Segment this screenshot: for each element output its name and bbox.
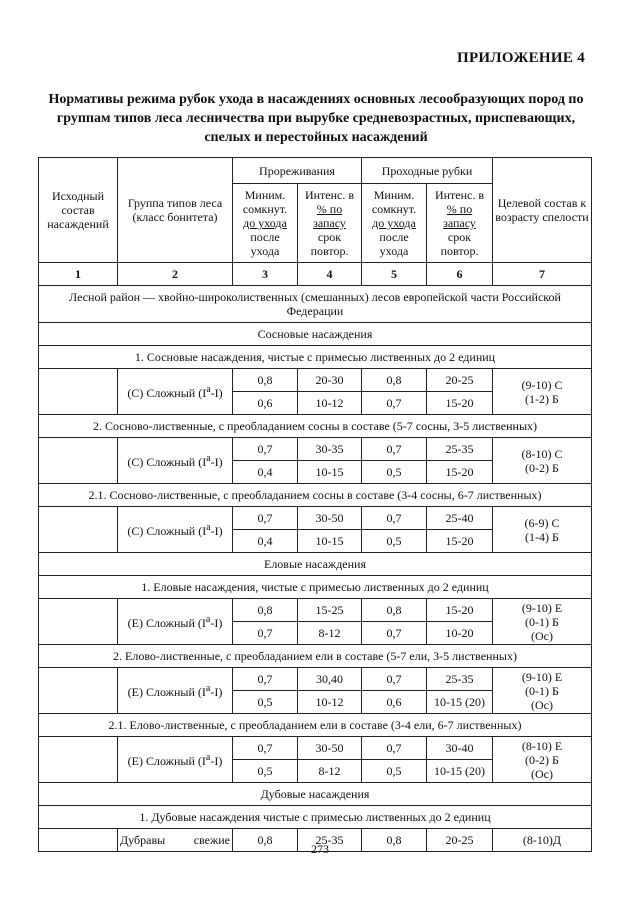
forest-type-group-cell: (С) Сложный $(I^a-I)$ [118,438,233,484]
intensity-cell: 30-35 [298,438,362,461]
section-title-spruce: Еловые насаждения [39,553,592,576]
section-title-oak: Дубовые насаждения [39,783,592,806]
intensity-cell: 10-15 [298,530,362,553]
min-density-cell: 0,4 [233,461,298,484]
min-density-cell: 0,8 [233,369,298,392]
intensity-2-cell: 20-25 [427,829,493,852]
intensity-2-cell: 30-40 [427,737,493,760]
table-row [39,438,592,461]
intensity-cell: 20-30 [298,369,362,392]
intensity-cell: 8-12 [298,760,362,783]
source-composition-cell [39,668,118,714]
table-row [39,737,592,760]
forest-type-group-cell: (С) Сложный $(I^a-I)$ [118,369,233,415]
intensity-cell: 30,40 [298,668,362,691]
intensity-cell: 10-12 [298,392,362,415]
source-composition-cell [39,369,118,415]
source-composition-cell [39,737,118,783]
min-density-2-cell: 0,7 [362,622,427,645]
header-min-density: Миним. сомкнут. до ухода после ухода [233,184,298,263]
forest-type-group-cell: (Е) Сложный $(I^a-I)$ [118,599,233,645]
min-density-cell: 0,5 [233,691,298,714]
target-composition-cell: (8-10) С (0-2) Б [493,438,592,484]
intensity-2-cell: 20-25 [427,369,493,392]
header-intensity: Интенс. в % по запасу срок повтор. [298,184,362,263]
intensity-2-cell: 10-15 (20) [427,691,493,714]
subsection-row [39,415,592,438]
subsection-row [39,806,592,829]
min-density-2-cell: 0,7 [362,737,427,760]
column-number: 4 [298,263,362,286]
intensity-2-cell: 15-20 [427,461,493,484]
header-intensity-2: Интенс. в % по запасу срок повтор. [427,184,493,263]
target-composition-cell: (9-10) Е (0-1) Б (Ос) [493,599,592,645]
forest-zone: Лесной район — хвойно-широколиственных (смешанных) лесов европейской части Российской Федерации [39,286,592,323]
source-composition-cell [39,599,118,645]
min-density-2-cell: 0,8 [362,829,427,852]
forest-type-group-cell: (С) Сложный $(I^a-I)$ [118,507,233,553]
min-density-cell: 0,5 [233,760,298,783]
intensity-cell: 10-15 [298,461,362,484]
intensity-cell: 15-25 [298,599,362,622]
min-density-2-cell: 0,8 [362,369,427,392]
min-density-2-cell: 0,6 [362,691,427,714]
subsection-row [39,645,592,668]
norms-table [38,157,592,852]
min-density-cell: 0,8 [233,599,298,622]
source-composition-cell [39,507,118,553]
source-composition-cell [39,438,118,484]
intensity-2-cell: 10-15 (20) [427,760,493,783]
column-number: 2 [118,263,233,286]
min-density-2-cell: 0,8 [362,599,427,622]
forest-type-group-cell: Дубравы свежие [118,829,233,852]
target-composition-cell: (6-9) С (1-4) Б [493,507,592,553]
target-composition-cell: (9-10) С (1-2) Б [493,369,592,415]
header-row [39,158,592,184]
section-title-pine: Сосновые насаждения [39,323,592,346]
subsection-row [39,714,592,737]
subsection-row [39,484,592,507]
column-numbers-row [39,263,592,286]
subsection-row [39,346,592,369]
forest-zone-row [39,286,592,323]
intensity-cell: 25-35 [298,829,362,852]
table-row [39,599,592,622]
min-density-2-cell: 0,7 [362,507,427,530]
min-density-2-cell: 0,5 [362,760,427,783]
subsection-title: 1. Сосновые насаждения, чистые с примесью лиственных до 2 единиц [39,346,592,369]
min-density-2-cell: 0,5 [362,461,427,484]
section-row [39,553,592,576]
header-target-composition: Целевой состав к возрасту спелости [493,158,592,263]
column-number: 3 [233,263,298,286]
column-number: 7 [493,263,592,286]
subsection-title: 1. Еловые насаждения, чистые с примесью лиственных до 2 единиц [39,576,592,599]
min-density-cell: 0,7 [233,668,298,691]
subsection-title: 2. Елово-лиственные, с преобладанием ели в составе (5-7 ели, 3-5 лиственных) [39,645,592,668]
intensity-2-cell: 25-40 [427,507,493,530]
header-passage-cutting: Проходные рубки [362,158,493,184]
target-composition-cell: (9-10) Е (0-1) Б (Ос) [493,668,592,714]
subsection-title: 2.1. Сосново-лиственные, с преобладанием сосны в составе (3-4 сосны, 6-7 лиственных) [39,484,592,507]
header-source-composition: Исходный состав насаждений [39,158,118,263]
table-row [39,668,592,691]
table-row [39,369,592,392]
section-row [39,323,592,346]
target-composition-cell: (8-10)Д [493,829,592,852]
subsection-title: 2. Сосново-лиственные, с преобладанием сосны в составе (5-7 сосны, 3-5 лиственных) [39,415,592,438]
intensity-2-cell: 10-20 [427,622,493,645]
min-density-cell: 0,6 [233,392,298,415]
intensity-2-cell: 15-20 [427,599,493,622]
intensity-2-cell: 25-35 [427,668,493,691]
min-density-2-cell: 0,7 [362,668,427,691]
min-density-cell: 0,8 [233,829,298,852]
header-thinning: Прореживания [233,158,362,184]
min-density-2-cell: 0,7 [362,438,427,461]
min-density-2-cell: 0,7 [362,392,427,415]
column-number: 6 [427,263,493,286]
forest-type-group-cell: (Е) Сложный $(I^a-I)$ [118,737,233,783]
subsection-row [39,576,592,599]
min-density-cell: 0,4 [233,530,298,553]
page-number: 273 [311,842,329,856]
min-density-cell: 0,7 [233,438,298,461]
intensity-cell: 10-12 [298,691,362,714]
intensity-2-cell: 25-35 [427,438,493,461]
intensity-cell: 30-50 [298,507,362,530]
document-title: Нормативы режима рубок ухода в насаждениях основных лесообразующих пород по группам типов леса лесничества при вырубке средневозрастных, приспевающих, спелых и перестойных насаждений [48,92,584,145]
intensity-2-cell: 15-20 [427,530,493,553]
subsection-title: 2.1. Елово-лиственные, с преобладанием ели в составе (3-4 ели, 6-7 лиственных) [39,714,592,737]
table-row [39,507,592,530]
min-density-cell: 0,7 [233,507,298,530]
column-number: 1 [39,263,118,286]
min-density-cell: 0,7 [233,622,298,645]
header-min-density-2: Миним. сомкнут. до ухода после ухода [362,184,427,263]
column-number: 5 [362,263,427,286]
header-forest-type-group: Группа типов леса (класс бонитета) [118,158,233,263]
target-composition-cell: (8-10) Е (0-2) Б (Ос) [493,737,592,783]
forest-type-group-cell: (Е) Сложный $(I^a-I)$ [118,668,233,714]
min-density-2-cell: 0,5 [362,530,427,553]
section-row [39,783,592,806]
subsection-title: 1. Дубовые насаждения чистые с примесью лиственных до 2 единиц [39,806,592,829]
appendix-label: ПРИЛОЖЕНИЕ 4 [457,50,585,66]
min-density-cell: 0,7 [233,737,298,760]
intensity-cell: 8-12 [298,622,362,645]
intensity-2-cell: 15-20 [427,392,493,415]
intensity-cell: 30-50 [298,737,362,760]
